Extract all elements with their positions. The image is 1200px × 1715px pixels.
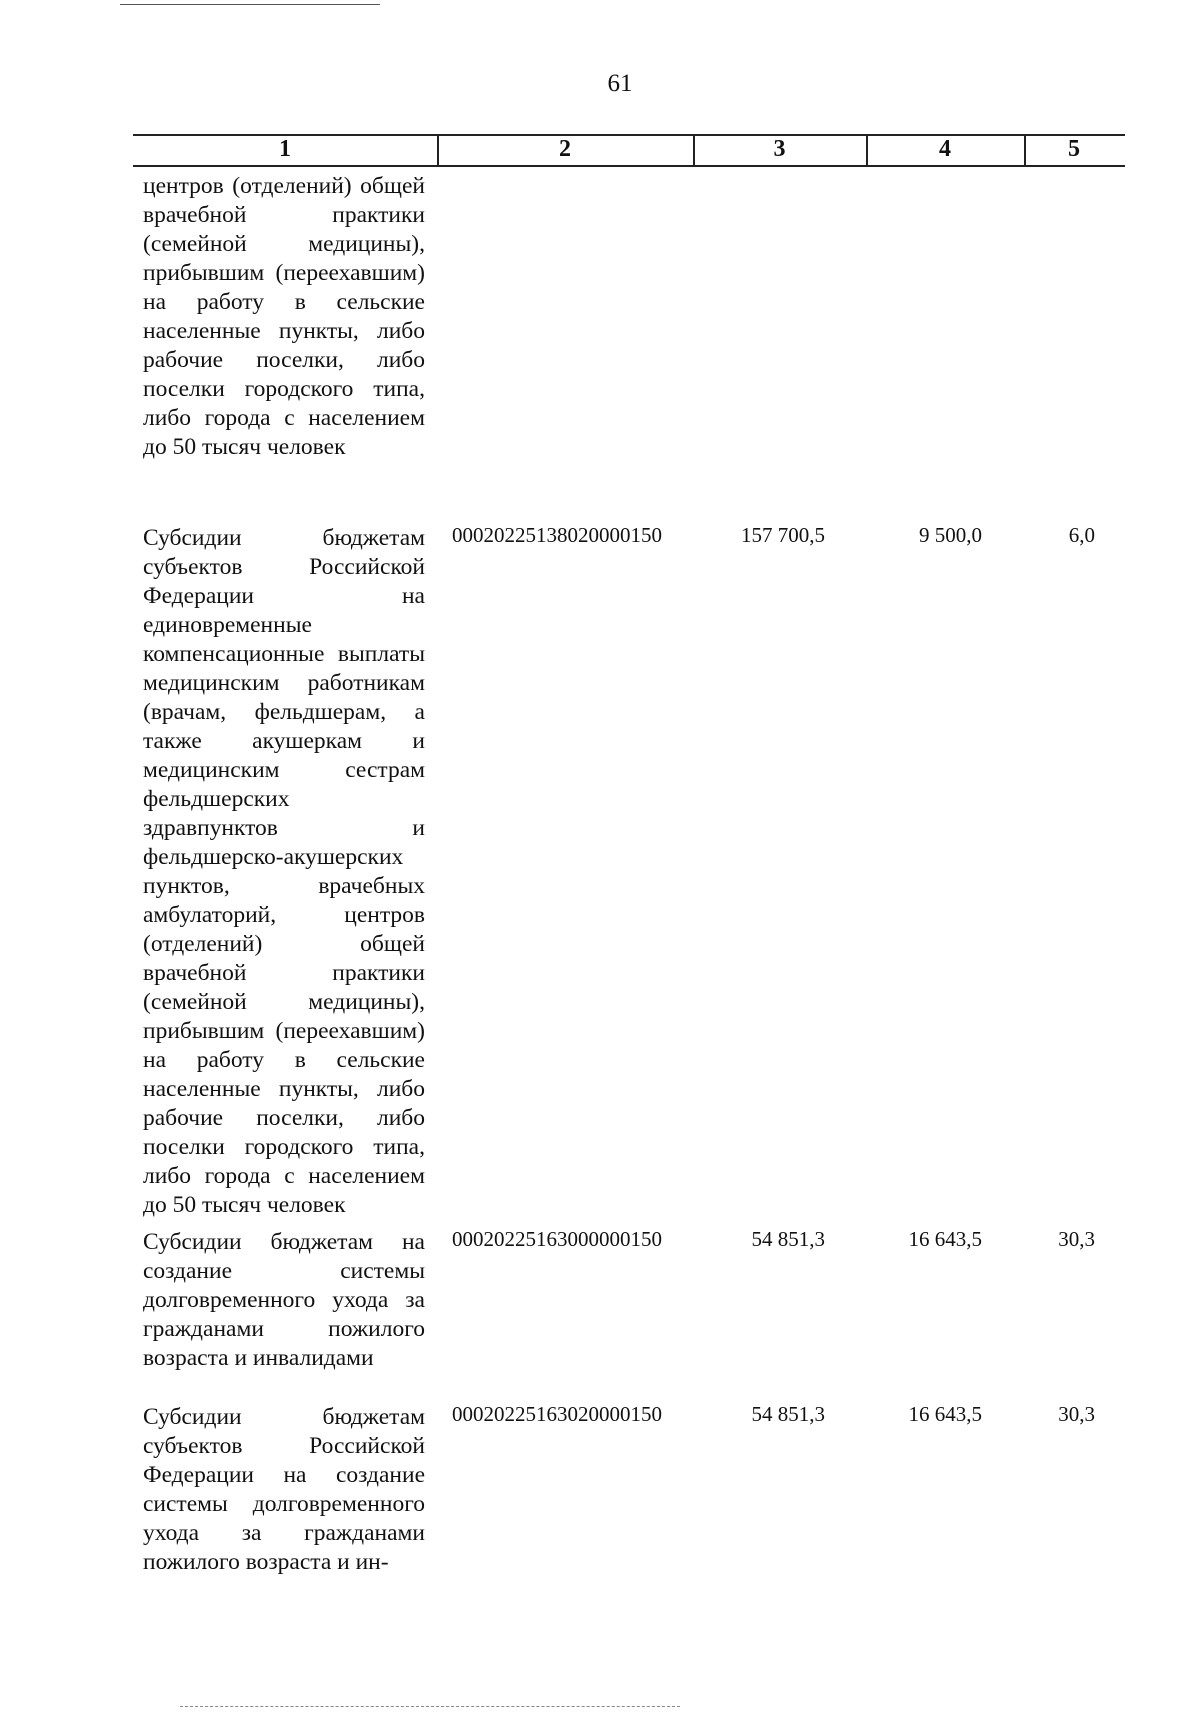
row-code: 00020225163020000150 xyxy=(452,1402,662,1426)
column-header-3: 3 xyxy=(773,136,786,162)
row-value-col3: 54 851,3 xyxy=(751,1227,825,1251)
row-description: Субсидии бюджетам на создание системы долговременного ухода за гражданами пожилого возраста и инвалидами xyxy=(143,1229,425,1371)
row-code: 00020225163000000150 xyxy=(452,1227,662,1251)
row-value-col5: 30,3 xyxy=(1058,1402,1095,1426)
table-header-bottom-border xyxy=(133,165,1125,167)
row-value-col3: 157 700,5 xyxy=(741,523,825,547)
row-value-col4: 16 643,5 xyxy=(908,1227,982,1251)
column-header-1: 1 xyxy=(279,136,291,162)
column-header-5: 5 xyxy=(1068,136,1080,162)
row-description: Субсидии бюджетам субъектов Российской Федерации на создание системы долговременного ухода за гражданами пожилого возраста и ин- xyxy=(143,1404,425,1575)
row-value-col4: 9 500,0 xyxy=(919,523,982,547)
column-header-4: 4 xyxy=(939,136,951,162)
bottom-scan-edge xyxy=(180,1706,680,1707)
row-value-col4: 16 643,5 xyxy=(908,1402,982,1426)
row-code: 00020225138020000150 xyxy=(452,523,662,547)
page-number: 61 xyxy=(607,70,633,97)
row-value-col3: 54 851,3 xyxy=(751,1402,825,1426)
top-scan-edge xyxy=(120,4,380,5)
row-value-col5: 30,3 xyxy=(1058,1227,1095,1251)
row-description: центров (отделений) общей врачебной практики (семейной медицины), прибывшим (переехавшим) на работу в сельские населенные пункты, либо рабочие поселки, либо поселки городского типа, либо города с населением до 50 тысяч человек xyxy=(143,173,425,460)
row-description: Субсидии бюджетам субъектов Российской Федерации на единовременные компенсационные выплаты медицинским работникам (врачам, фельдшерам, а также акушеркам и медицинским сестрам фельдшерских здравпунктов и фельдшерско-акушерских пунктов, врачебных амбулаторий, центров (отделений) общей врачебной практики (семейной медицины), прибывшим (переехавшим) на работу в сельские населенные пункты, либо рабочие поселки, либо поселки городского типа, либо города с населением до 50 тысяч человек xyxy=(143,525,425,1218)
row-value-col5: 6,0 xyxy=(1068,523,1095,547)
column-header-2: 2 xyxy=(559,136,571,162)
